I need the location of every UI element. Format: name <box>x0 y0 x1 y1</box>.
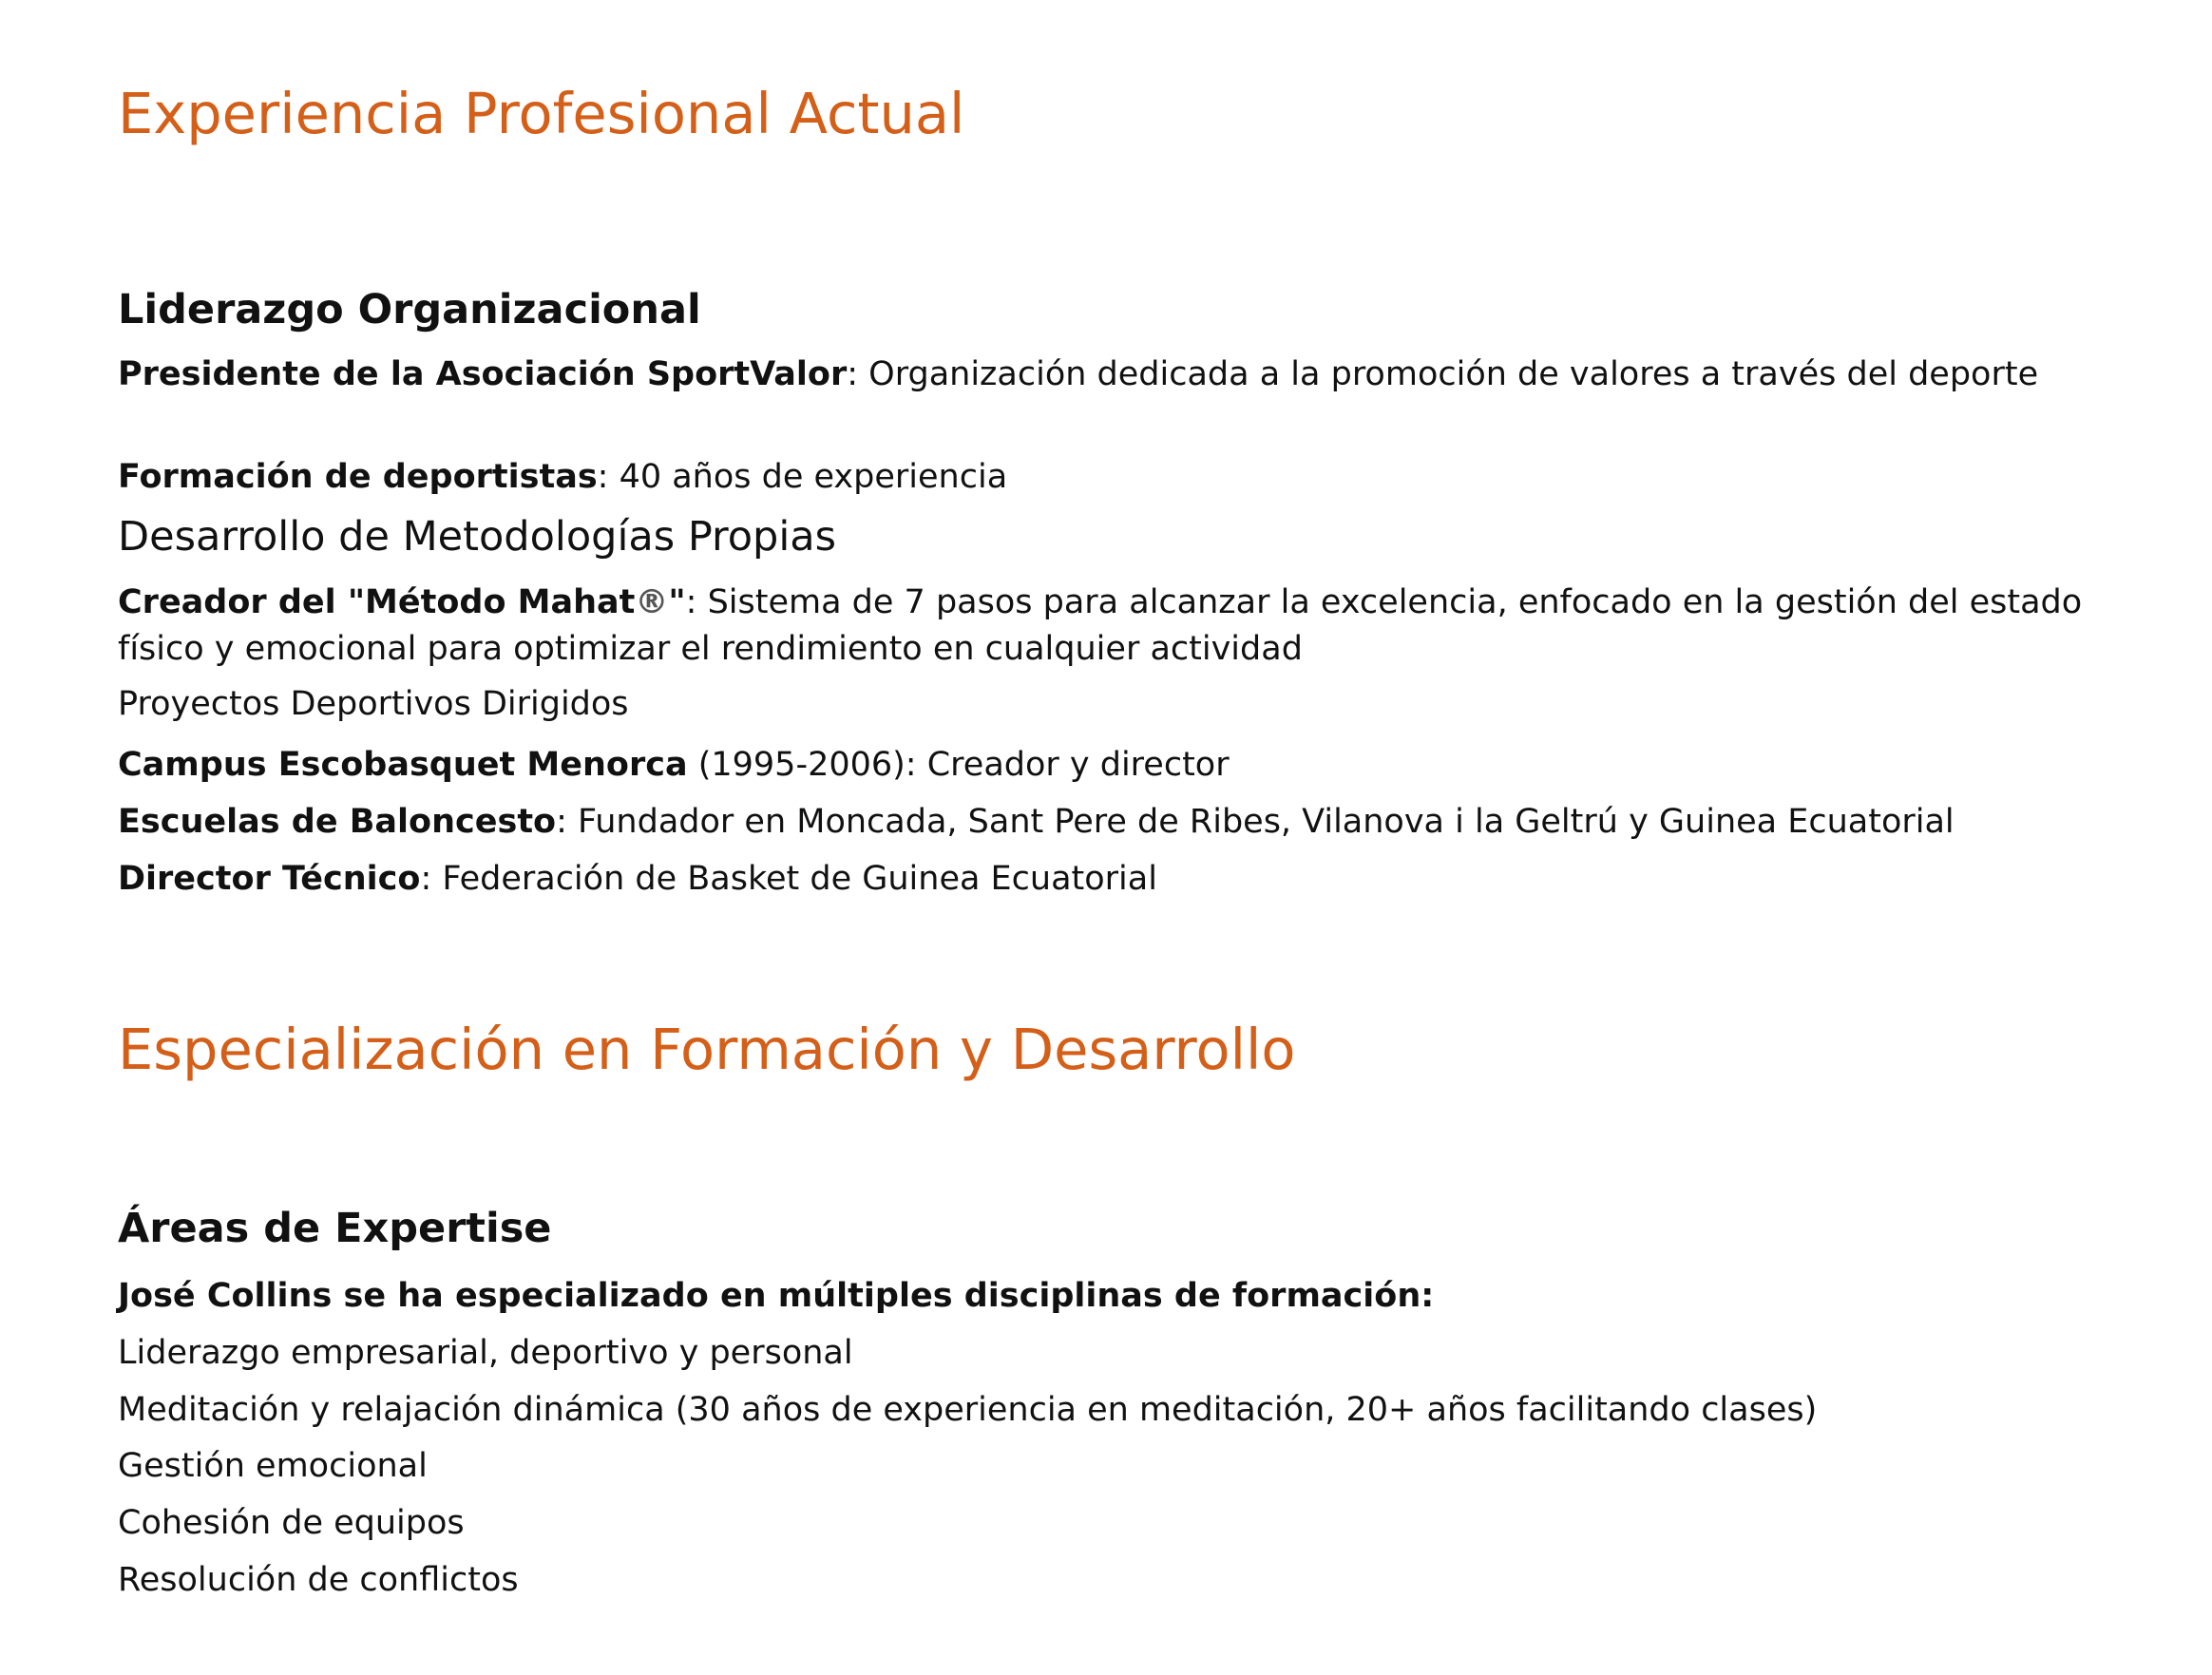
section-title-experiencia: Experiencia Profesional Actual <box>118 81 965 146</box>
text-campus: (1995-2006): Creador y director <box>687 746 1230 784</box>
list-item: Liderazgo empresarial, deportivo y personal <box>118 1334 853 1372</box>
label-metodo-quote: " <box>668 583 686 621</box>
paragraph-presidente <box>118 352 2094 398</box>
section-title-especializacion: Especialización en Formación y Desarrollo <box>118 1017 1296 1082</box>
label-campus: Campus Escobasquet Menorca <box>118 746 688 784</box>
label-metodo <box>118 583 686 621</box>
label-metodo-name: Creador del "Método Mahat <box>118 583 636 621</box>
text-escuelas: : Fundador en Moncada, Sant Pere de Ribes, Vilanova i la Geltrú y Guinea Ecuatorial <box>556 803 1955 841</box>
list-item: Meditación y relajación dinámica (30 años de experiencia en meditación, 20+ años facilitando clases) <box>118 1391 1818 1429</box>
paragraph-metodo <box>118 580 2161 673</box>
subheading-areas: Áreas de Expertise <box>118 1205 552 1252</box>
subheading-liderazgo: Liderazgo Organizacional <box>118 286 701 333</box>
list-item: Resolución de conflictos <box>118 1561 519 1599</box>
paragraph-formacion <box>118 454 1007 501</box>
text-metodo: : Sistema de 7 pasos para alcanzar la excelencia, enfocado en la gestión del estado físico y emocional para optimizar el rendimiento en cualquier actividad <box>118 583 2083 668</box>
list-item: Gestión emocional <box>118 1447 428 1485</box>
label-director: Director Técnico <box>118 860 421 898</box>
label-presidente: Presidente de la Asociación SportValor <box>118 355 848 393</box>
list-item: Cohesión de equipos <box>118 1504 465 1542</box>
paragraph-intro <box>118 1273 1434 1320</box>
heading-metodologias: Desarrollo de Metodologías Propias <box>118 513 837 561</box>
paragraph-escuelas <box>118 799 1955 846</box>
registered-mark-icon: ® <box>635 583 669 621</box>
text-formacion: : 40 años de experiencia <box>597 458 1008 496</box>
text-intro: José Collins se ha especializado en múltiples disciplinas de formación: <box>118 1277 1435 1315</box>
text-presidente: : Organización dedicada a la promoción de valores a través del deporte <box>847 355 2039 393</box>
paragraph-campus <box>118 742 1230 789</box>
heading-proyectos: Proyectos Deportivos Dirigidos <box>118 685 629 723</box>
label-escuelas: Escuelas de Baloncesto <box>118 803 557 841</box>
paragraph-director <box>118 856 1157 903</box>
label-formacion: Formación de deportistas <box>118 458 598 496</box>
text-director: : Federación de Basket de Guinea Ecuatorial <box>420 860 1157 898</box>
